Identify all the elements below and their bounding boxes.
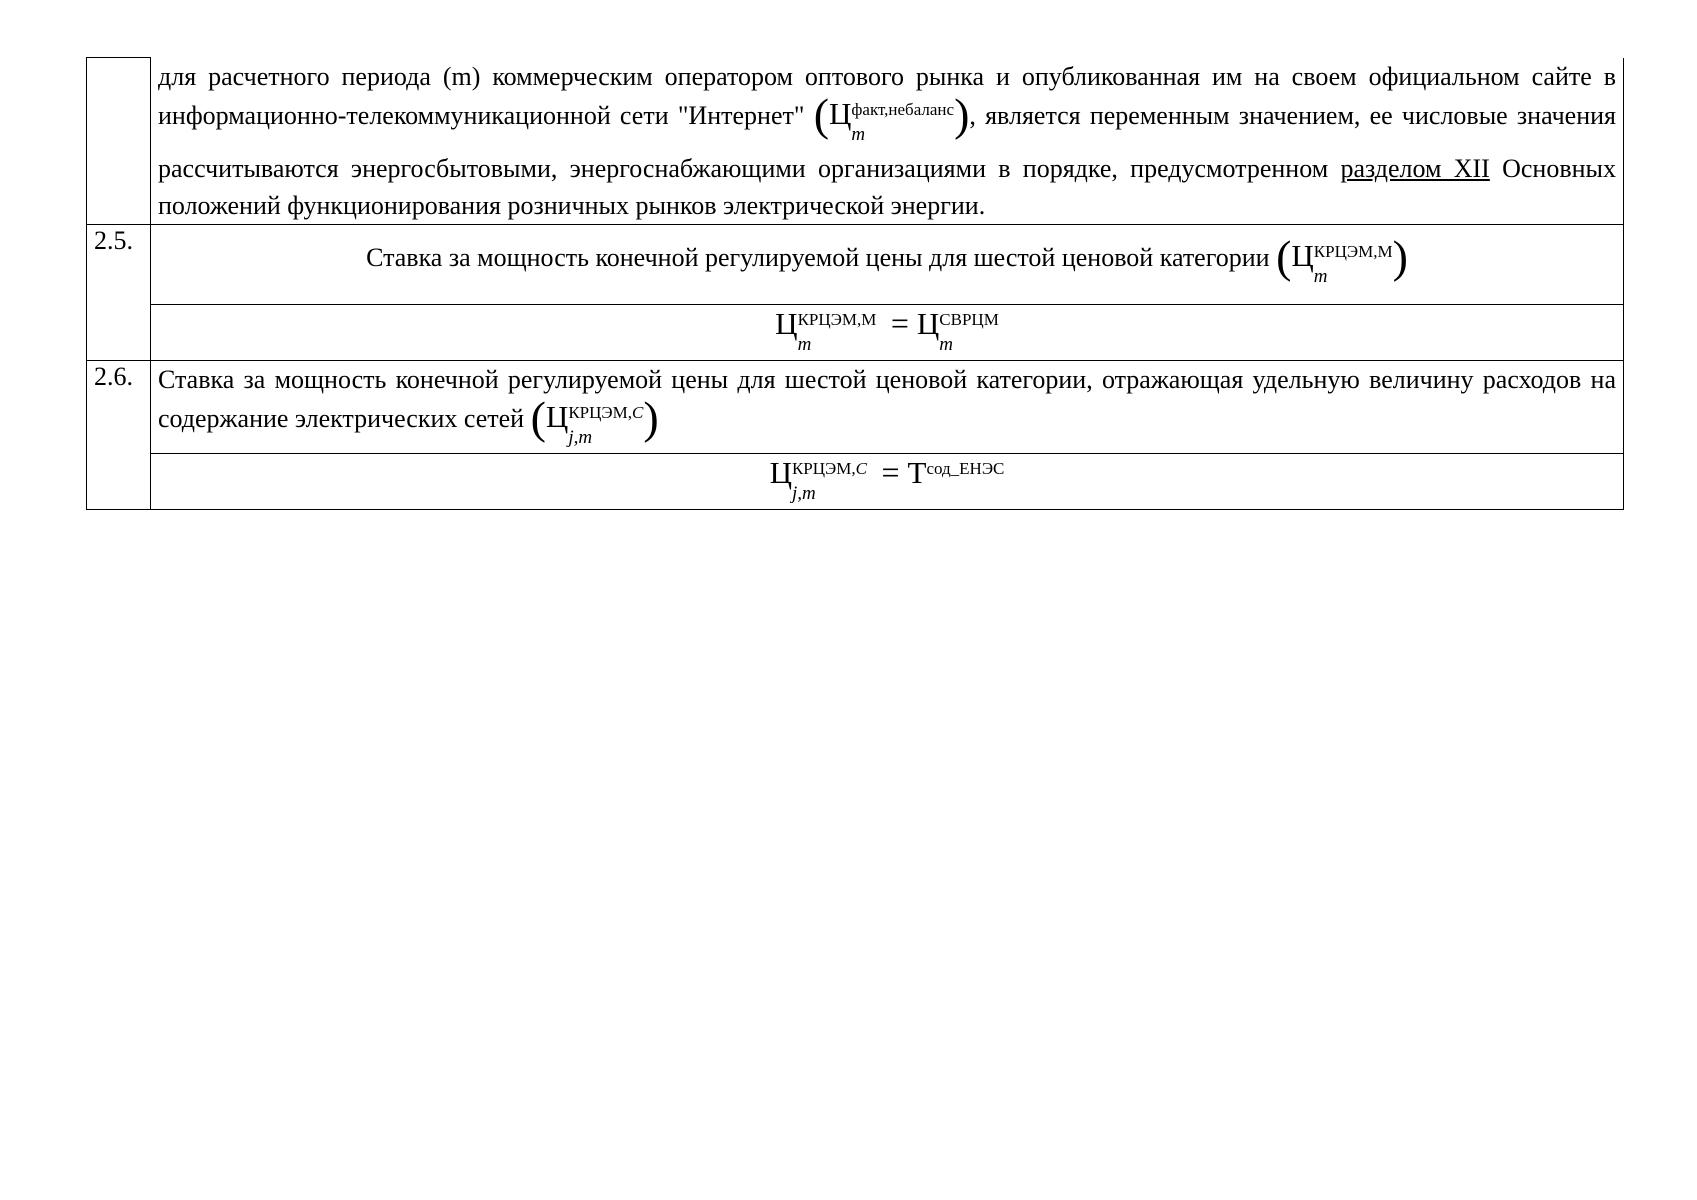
continuation-text-end: Основных положений функционирования розничных рынков электрической энергии. bbox=[158, 153, 1616, 220]
formula-base: Ц bbox=[1291, 237, 1314, 273]
formula-sup-text: КРЦЭМ, bbox=[568, 402, 632, 422]
eq-rhs-sup: СВРЦМ bbox=[939, 309, 999, 329]
row-2-5-title: Ставка за мощность конечной регулируемой цены для шестой ценовой категории bbox=[366, 242, 1270, 272]
eq-lhs-sub: m bbox=[797, 333, 812, 355]
equation-2-5 bbox=[775, 305, 999, 360]
eq-lhs-sup bbox=[792, 460, 867, 477]
table-row-2-5-formula bbox=[87, 304, 1624, 360]
formula-sub: m bbox=[851, 123, 866, 145]
equation-2-5-cell bbox=[151, 304, 1624, 360]
continuation-text-cell bbox=[151, 58, 1624, 225]
table-row-continuation bbox=[87, 58, 1624, 225]
document-table bbox=[86, 57, 1624, 510]
continuation-paragraph bbox=[158, 58, 1616, 224]
formula-sup: КРЦЭМ,М bbox=[1313, 241, 1393, 261]
formula-base: Ц bbox=[829, 95, 852, 131]
eq-rhs-base: Т bbox=[907, 454, 927, 490]
formula-base: Ц bbox=[545, 398, 569, 434]
continuation-text-before: для расчетного периода (m) коммерческим оператором оптового рынка и опубликованная им на своем официальном сайте в информационно-телекоммуникационной сети "Интернет" bbox=[158, 61, 1616, 130]
eq-lhs-base: Ц bbox=[775, 305, 798, 341]
equals-sign: = bbox=[881, 453, 900, 490]
eq-lhs-sup-text: КРЦЭМ, bbox=[791, 458, 856, 478]
eq-rhs-sup: сод_ЕНЭС bbox=[926, 458, 1005, 478]
eq-lhs-sub: j,m bbox=[791, 482, 816, 504]
row-2-5-title-cell bbox=[151, 224, 1624, 304]
formula-sub: j,m bbox=[568, 426, 593, 448]
equation-2-6-cell bbox=[151, 453, 1624, 509]
formula-sup-italic: C bbox=[631, 402, 644, 422]
eq-rhs-base: Ц bbox=[916, 305, 940, 341]
section-xii-link[interactable]: разделом XII bbox=[1340, 153, 1490, 183]
table-row-2-6-formula bbox=[87, 453, 1624, 509]
formula-krcem-m: (Ц КРЦЭМ,М m ) bbox=[1276, 230, 1408, 287]
eq-lhs-sup: КРЦЭМ,М bbox=[797, 309, 877, 329]
formula-fact-nebalans: (Ц факт,небаланс m ) bbox=[813, 88, 970, 145]
eq-lhs-sup-italic: C bbox=[855, 458, 867, 478]
table-row-2-5 bbox=[87, 224, 1624, 304]
row-2-6-title: Ставка за мощность конечной регулируемой цены для шестой ценовой категории, отражающая удельную величину расходов на содержание электрических сетей bbox=[158, 364, 1616, 433]
equation-2-6 bbox=[770, 454, 1005, 509]
eq-rhs-sub: m bbox=[939, 333, 954, 355]
formula-sup: факт,небаланс bbox=[851, 99, 955, 119]
equals-sign: = bbox=[890, 304, 909, 341]
formula-krcem-c: (Ц КРЦЭМ,C j,m ) bbox=[530, 391, 659, 448]
eq-lhs-base: Ц bbox=[769, 454, 792, 490]
row-2-6-title-cell bbox=[151, 360, 1624, 453]
formula-sub: m bbox=[1313, 265, 1328, 287]
table-row-2-6 bbox=[87, 360, 1624, 453]
num-cell-empty bbox=[87, 58, 151, 225]
formula-sup bbox=[568, 404, 643, 421]
row-2-6-paragraph bbox=[158, 361, 1616, 453]
row-number-2-6: 2.6. bbox=[87, 360, 151, 509]
row-number-2-5: 2.5. bbox=[87, 224, 151, 360]
continuation-text-after: , является переменным значением, ее числовые значения рассчитываются энергосбытовыми, энергоснабжающими организациями в порядке, предусмотренном bbox=[158, 100, 1617, 183]
